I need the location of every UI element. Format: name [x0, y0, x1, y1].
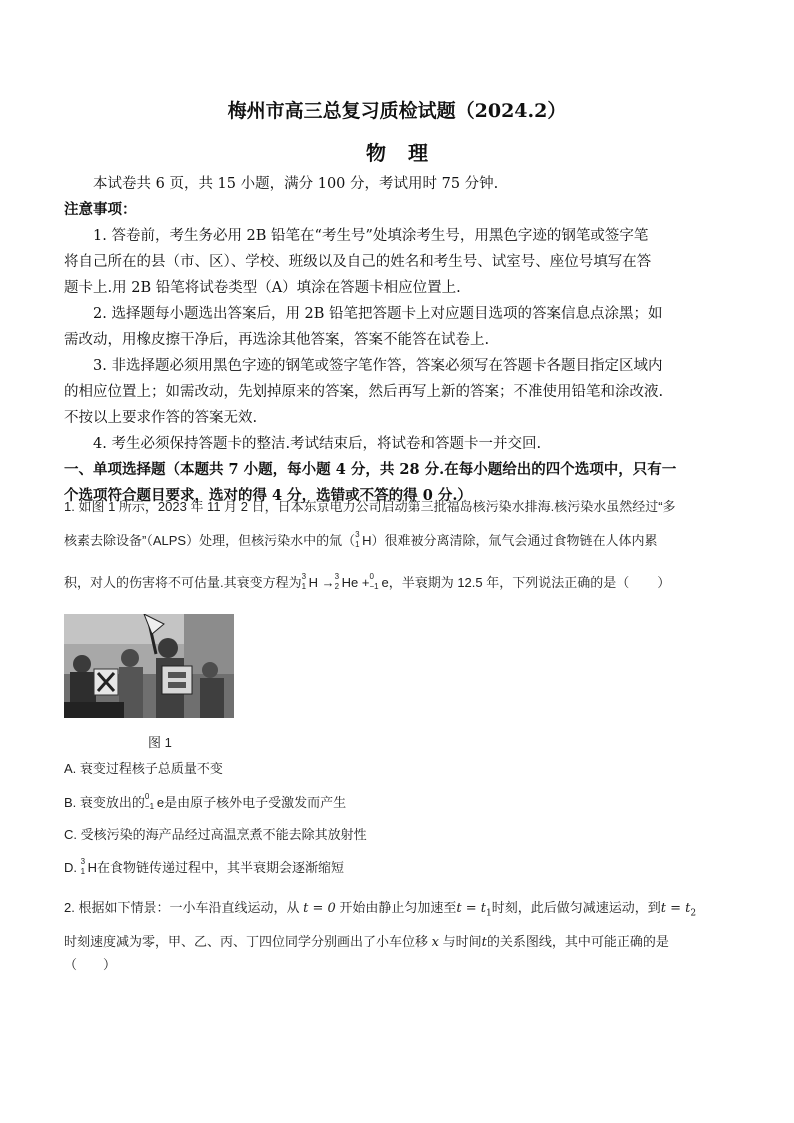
intro-text: 本试卷共 6 页，共 15 小题，满分 100 分，考试用时 75 分钟. — [93, 176, 499, 192]
question-2-line-2 — [64, 932, 734, 953]
eq-electron-nuclide — [369, 572, 381, 591]
question-1-line-1: 1. 如图 1 所示，2023 年 11 月 2 日，日本东京电力公司启动第三批福岛核污染水排海.核污染水虽然经过“多 — [64, 499, 676, 514]
q2-line2-c: 的关系图线，其中可能正确的是 — [486, 934, 669, 949]
option-d-tritium-charge: 1 — [80, 867, 86, 876]
q2-x-var: x — [431, 935, 439, 950]
q1-line3-close: ） — [657, 575, 671, 590]
eq-tritium-charge: 1 — [301, 582, 307, 591]
q1-line2-end: ）很难被分离清除，氚气会通过食物链在人体内累 — [371, 533, 658, 548]
q2-line2-a: 时刻速度减为零，甲、乙、丙、丁四位同学分别画出了小车位移 — [64, 934, 429, 949]
q1-option-d-end: 在食物链传递过程中，其半衰期会逐渐缩短 — [97, 860, 345, 875]
eq-tritium-symbol: H — [308, 575, 319, 590]
section-1-line-1: 一、单项选择题（本题共 7 小题，每小题 4 分，共 28 分.在每小题给出的四个选项中，只有一 — [64, 461, 677, 478]
q2-line1-b: 开始由静止匀加速至 — [339, 900, 457, 915]
q1-option-b-end: 是由原子核外电子受激发而产生 — [164, 795, 347, 810]
eq-tritium-nuclide — [301, 572, 309, 591]
figure-1-caption: 图 1 — [148, 735, 172, 750]
q2-t2: t = t — [660, 901, 691, 916]
subject-text: 物理 — [366, 141, 450, 165]
exam-title: 梅州市高三总复习质检试题（2024.2） — [227, 100, 567, 122]
notice-1 — [64, 223, 730, 301]
notice-3-line-1: 3. 非选择题必须用黑色字迹的钢笔或签字笔作答，答案必须写在答题卡各题目指定区域内 — [93, 358, 663, 374]
eq-helium-nuclide — [334, 572, 342, 591]
q2-t1: t = t — [456, 901, 486, 916]
q2-line1-c: 时刻，此后做匀减速运动，到 — [491, 900, 661, 915]
q2-line1-a: 2. 根据如下情景：一小车沿直线运动，从 — [64, 900, 300, 915]
option-b-electron-symbol: e — [156, 795, 165, 810]
notice-3-line-2: 的相应位置上；如需改动，先划掉原来的答案，然后再写上新的答案；不准使用铅笔和涂改液. — [64, 384, 664, 400]
question-1-line-2 — [64, 531, 734, 551]
notice-2-line-1: 2. 选择题每小题选出答案后，用 2B 铅笔把答题卡上对应题目选项的答案信息点涂黑；如 — [93, 306, 663, 322]
eq-arrow: → — [321, 575, 335, 590]
section-1-line-2: 个选项符合题目要求，选对的得 4 分，选错或不答的得 0 分.） — [64, 487, 472, 504]
eq-electron-mass: 0 — [369, 572, 374, 581]
q1-line3-start: 积，对人的伤害将不可估量.其衰变方程为 — [64, 575, 302, 590]
option-d-tritium-mass: 3 — [80, 857, 86, 866]
q1-option-d — [64, 857, 344, 876]
option-b-electron — [144, 792, 157, 811]
question-1-line-3 — [64, 573, 734, 593]
decay-equation — [301, 572, 389, 591]
q2-t1-sub: 1 — [486, 908, 492, 919]
figure-1-photo — [64, 614, 234, 718]
question-2-line-3: （ ） — [64, 957, 117, 972]
tritium-mass: 3 — [355, 530, 360, 539]
option-d-tritium-symbol: H — [87, 860, 98, 875]
notice-4-line-1: 4. 考生必须保持答题卡的整洁.考试结束后，将试卷和答题卡一并交回. — [93, 436, 542, 452]
q2-t-var: t — [481, 935, 487, 950]
q2-t0: t = 0 — [303, 901, 336, 916]
notice-1-line-2: 将自己所在的县（市、区）、学校、班级以及自己的姓名和考生号、试室号、座位号填写在答 — [64, 254, 652, 270]
question-2-line-1 — [64, 898, 734, 924]
q1-option-a: A. 衰变过程核子总质量不变 — [64, 761, 223, 776]
eq-tritium-mass: 3 — [301, 572, 307, 581]
q1-option-b — [64, 792, 346, 811]
eq-helium-mass: 3 — [334, 572, 340, 581]
tritium-symbol: H — [362, 533, 372, 548]
q1-line3-end: ，半衰期为 12.5 年，下列说法正确的是（ — [388, 575, 630, 590]
option-b-electron-charge: −1 — [144, 802, 155, 811]
eq-electron-symbol: e — [381, 575, 389, 590]
tritium-charge: 1 — [355, 540, 360, 549]
notice-2-line-2: 需改动，用橡皮擦干净后，再选涂其他答案，答案不能答在试卷上. — [64, 332, 490, 348]
q2-t2-sub: 2 — [690, 908, 697, 919]
notice-3 — [64, 353, 730, 431]
tritium-nuclide — [355, 530, 362, 549]
q1-option-d-start: D. — [64, 860, 77, 875]
notice-3-line-3: 不按以上要求作答的答案无效. — [64, 410, 258, 426]
eq-helium-symbol: He — [341, 575, 359, 590]
notice-4 — [64, 431, 730, 457]
q1-option-c: C. 受核污染的海产品经过高温烹煮不能去除其放射性 — [64, 827, 367, 842]
q1-option-b-start: B. 衰变放出的 — [64, 795, 145, 810]
eq-helium-charge: 2 — [334, 582, 340, 591]
notice-1-line-3: 题卡上.用 2B 铅笔将试卷类型（A）填涂在答题卡相应位置上. — [64, 280, 461, 296]
q2-line2-b: 与时间 — [442, 934, 482, 949]
subject-title — [0, 137, 794, 166]
q1-line2-start: 核素去除设备”（ALPS）处理，但核污染水中的氚（ — [64, 533, 356, 548]
protest-photo-illustration — [64, 614, 234, 718]
notice-heading: 注意事项： — [64, 201, 137, 218]
option-b-electron-mass: 0 — [144, 792, 150, 801]
notice-2 — [64, 301, 730, 353]
eq-electron-charge: −1 — [369, 582, 379, 591]
notice-1-line-1: 1. 答卷前，考生务必用 2B 铅笔在“考生号”处填涂考生号，用黑色字迹的钢笔或签字笔 — [93, 228, 649, 244]
eq-plus: + — [361, 575, 370, 590]
option-d-tritium — [80, 857, 88, 876]
